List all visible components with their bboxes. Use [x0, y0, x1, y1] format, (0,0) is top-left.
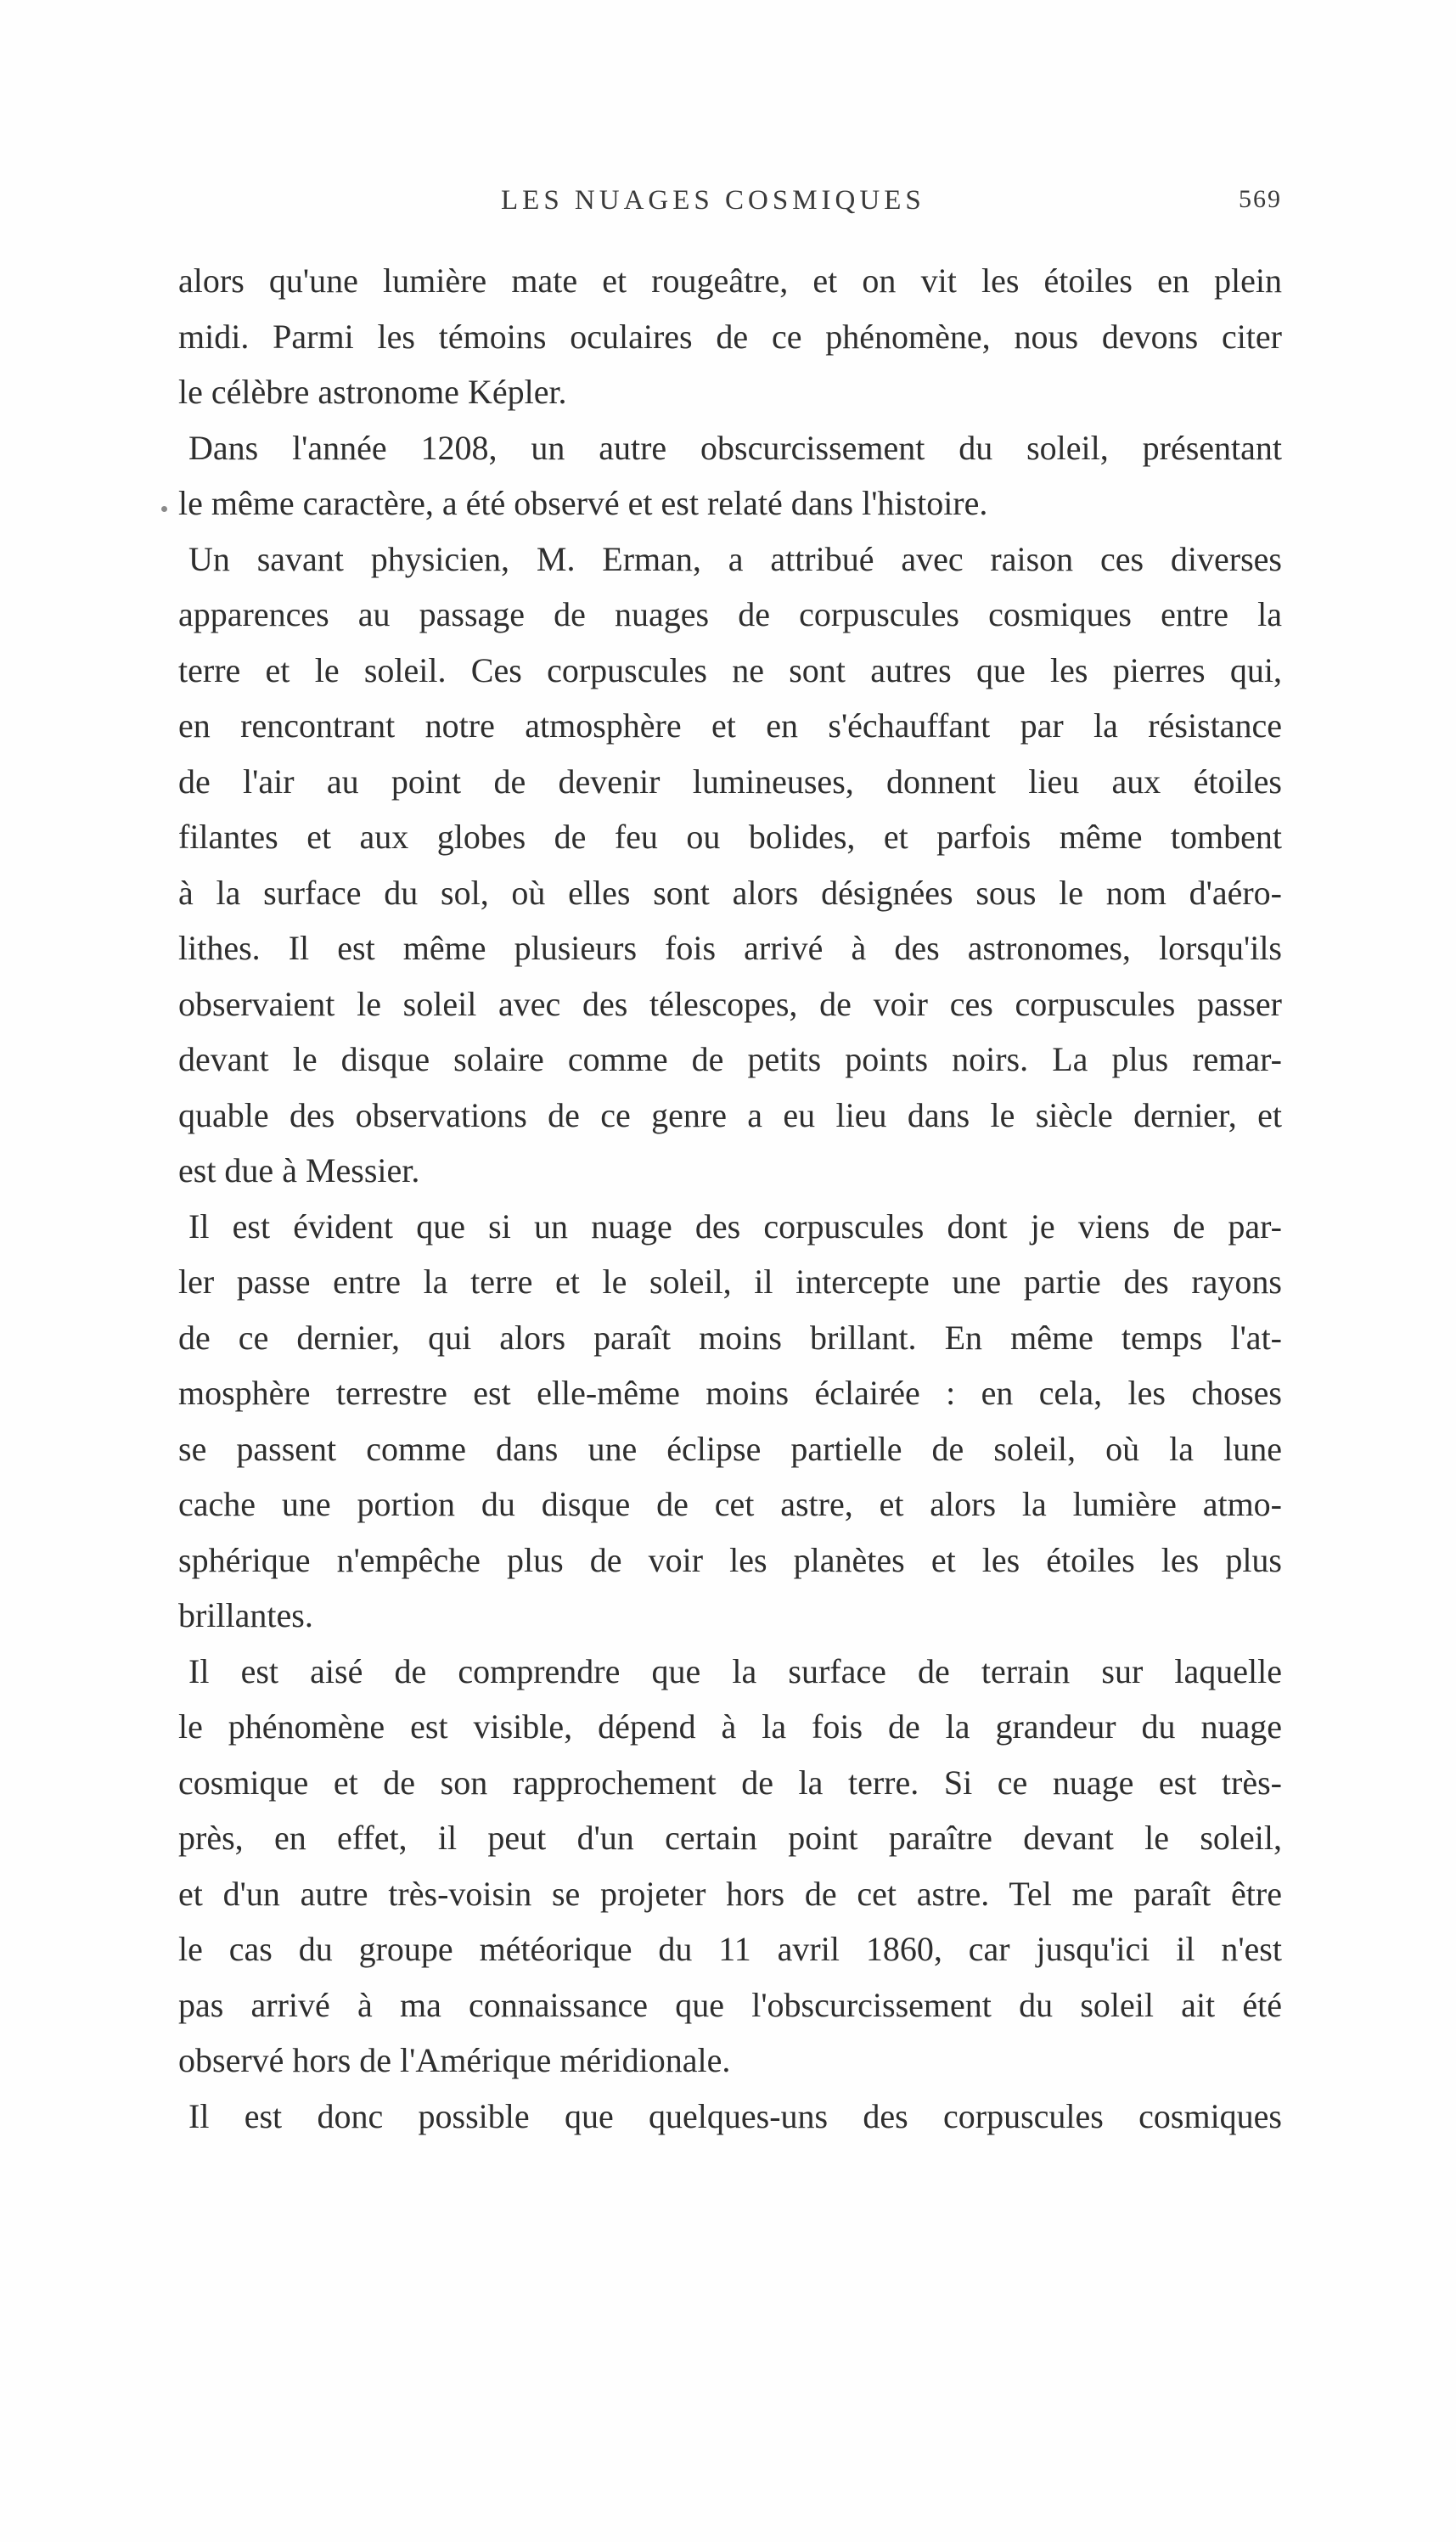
text-line: Dans l'année 1208, un autre obscurcissement du soleil, présentant [188, 428, 1282, 467]
text-line: en rencontrant notre atmosphère et en s'échauffant par la résistance [178, 706, 1282, 745]
text-line: est due à Messier. [178, 1151, 420, 1189]
text-line: le phénomène est visible, dépend à la fois de la grandeur du nuage [178, 1707, 1282, 1746]
text-line: près, en effet, il peut d'un certain point paraître devant le soleil, [178, 1819, 1282, 1857]
text-line: alors qu'une lumière mate et rougeâtre, et on vit les étoiles en plein [178, 262, 1282, 300]
text-line: mosphère terrestre est elle-même moins éclairée : en cela, les choses [178, 1374, 1282, 1412]
text-line: quable des observations de ce genre a eu lieu dans le siècle dernier, et [178, 1095, 1282, 1134]
body-text [178, 253, 1282, 2144]
text-line: de l'air au point de devenir lumineuses, donnent lieu aux étoiles [178, 762, 1282, 801]
text-line: se passent comme dans une éclipse partielle de soleil, où la lune [178, 1429, 1282, 1468]
running-title: LES NUAGES COSMIQUES [501, 185, 925, 216]
text-line: le cas du groupe météorique du 11 avril 1860, car jusqu'ici il n'est [178, 1930, 1282, 1968]
text-line: midi. Parmi les témoins oculaires de ce phénomène, nous devons citer [178, 317, 1282, 356]
text-line: apparences au passage de nuages de corpuscules cosmiques entre la [178, 595, 1282, 633]
text-line: à la surface du sol, où elles sont alors désignées sous le nom d'aéro- [178, 873, 1282, 912]
text-line: Il est évident que si un nuage des corpuscules dont je viens de par- [188, 1206, 1282, 1246]
text-line: brillantes. [178, 1596, 313, 1634]
text-line: ler passe entre la terre et le soleil, il intercepte une partie des rayons [178, 1263, 1282, 1301]
text-line: observaient le soleil avec des télescopes, de voir ces corpuscules passer [178, 984, 1282, 1023]
text-line: observé hors de l'Amérique méridionale. [178, 2041, 731, 2079]
text-line: et d'un autre très-voisin se projeter hors de cet astre. Tel me paraît être [178, 1874, 1282, 1913]
text-line: cosmique et de son rapprochement de la terre. Si ce nuage est très- [178, 1763, 1282, 1802]
text-line: lithes. Il est même plusieurs fois arrivé à des astronomes, lorsqu'ils [178, 929, 1282, 967]
text-line: Un savant physicien, M. Erman, a attribué avec raison ces diverses [188, 539, 1282, 578]
text-line: de ce dernier, qui alors paraît moins brillant. En même temps l'at- [178, 1318, 1282, 1357]
text-line: Il est donc possible que quelques-uns des corpuscules cosmiques [188, 2096, 1282, 2135]
text-line: le même caractère, a été observé et est relaté dans l'histoire. [178, 484, 988, 522]
text-line: filantes et aux globes de feu ou bolides, et parfois même tombent [178, 818, 1282, 856]
text-line: Il est aisé de comprendre que la surface de terrain sur laquelle [188, 1651, 1282, 1690]
text-line: le célèbre astronome Képler. [178, 373, 567, 411]
margin-dot-mark [161, 506, 167, 512]
text-line: devant le disque solaire comme de petits points noirs. La plus remar- [178, 1040, 1282, 1078]
page-header [178, 185, 1282, 219]
page-number: 569 [1239, 185, 1282, 213]
text-line: terre et le soleil. Ces corpuscules ne sont autres que les pierres qui, [178, 650, 1282, 689]
text-line: sphérique n'empêche plus de voir les planètes et les étoiles les plus [178, 1540, 1282, 1579]
text-line: cache une portion du disque de cet astre, et alors la lumière atmo- [178, 1485, 1282, 1523]
text-line: pas arrivé à ma connaissance que l'obscurcissement du soleil ait été [178, 1985, 1282, 2024]
